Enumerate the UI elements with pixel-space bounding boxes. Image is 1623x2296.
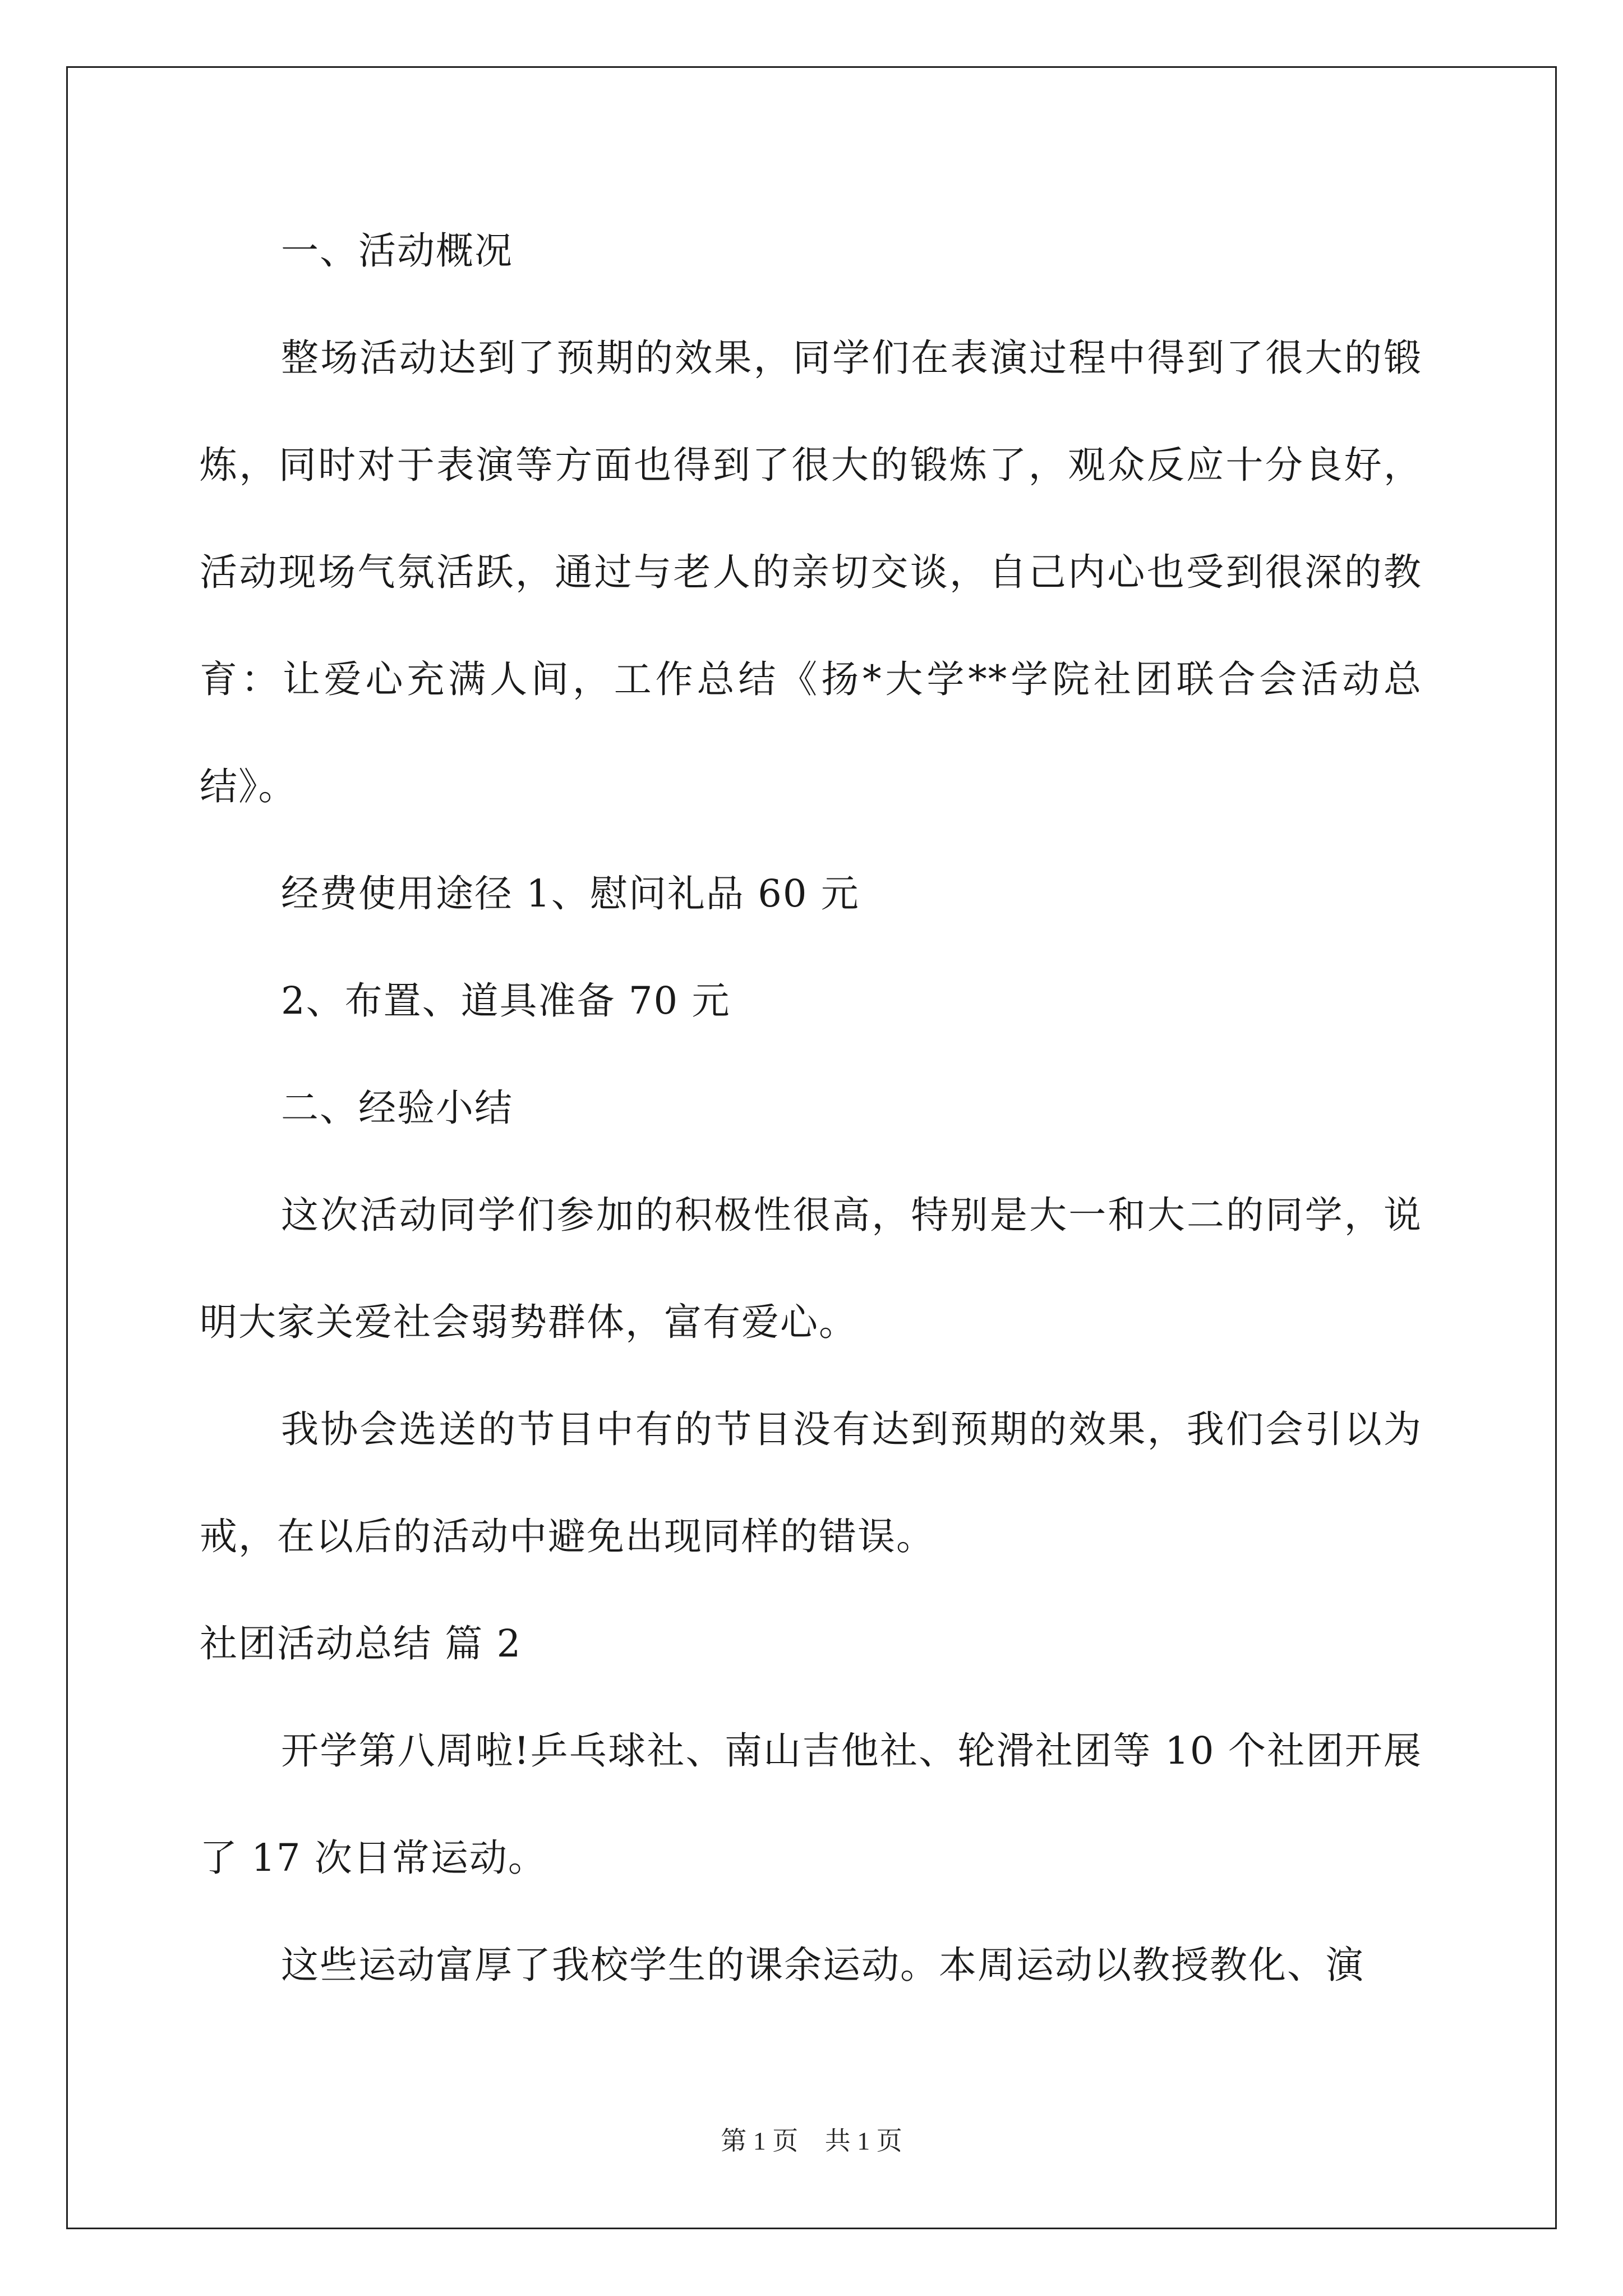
paragraph-expense-2: 2、布置、道具准备 70 元 <box>281 979 731 1023</box>
paragraph-week-eight: 开学第八周啦!乒乓球社、南山吉他社、轮滑社团等 10 个社团开展了 17 次日常运动。 <box>200 1729 1422 1880</box>
paragraph-activity-effect: 整场活动达到了预期的效果，同学们在表演过程中得到了很大的锻炼，同时对于表演等方面也得到了很大的锻炼了，观众反应十分良好，活动现场气氛活跃，通过与老人的亲切交谈，自己内心也受到很深的教育：让爱心充满人间，工作总结《扬*大学**学院社团联合会活动总结》。 <box>200 336 1422 808</box>
section-heading-summary: 二、经验小结 <box>281 1086 513 1130</box>
page-total: 共 1 页 <box>824 2127 902 2155</box>
paragraph-activities: 这些运动富厚了我校学生的课余运动。本周运动以教授教化、演 <box>281 1943 1364 1987</box>
section-heading-overview: 一、活动概况 <box>281 229 513 273</box>
article-subtitle: 社团活动总结 篇 2 <box>200 1622 522 1665</box>
page-number: 第 1 页 <box>721 2127 799 2155</box>
paragraph-expense-1: 经费使用途径 1、慰问礼品 60 元 <box>281 872 860 915</box>
paragraph-lessons: 我协会选送的节目中有的节目没有达到预期的效果，我们会引以为戒，在以后的活动中避免出现同样的错误。 <box>200 1407 1422 1558</box>
paragraph-participation: 这次活动同学们参加的积极性很高，特别是大一和大二的同学，说明大家关爱社会弱势群体，富有爱心。 <box>200 1193 1422 1344</box>
page-footer <box>0 2120 1623 2157</box>
